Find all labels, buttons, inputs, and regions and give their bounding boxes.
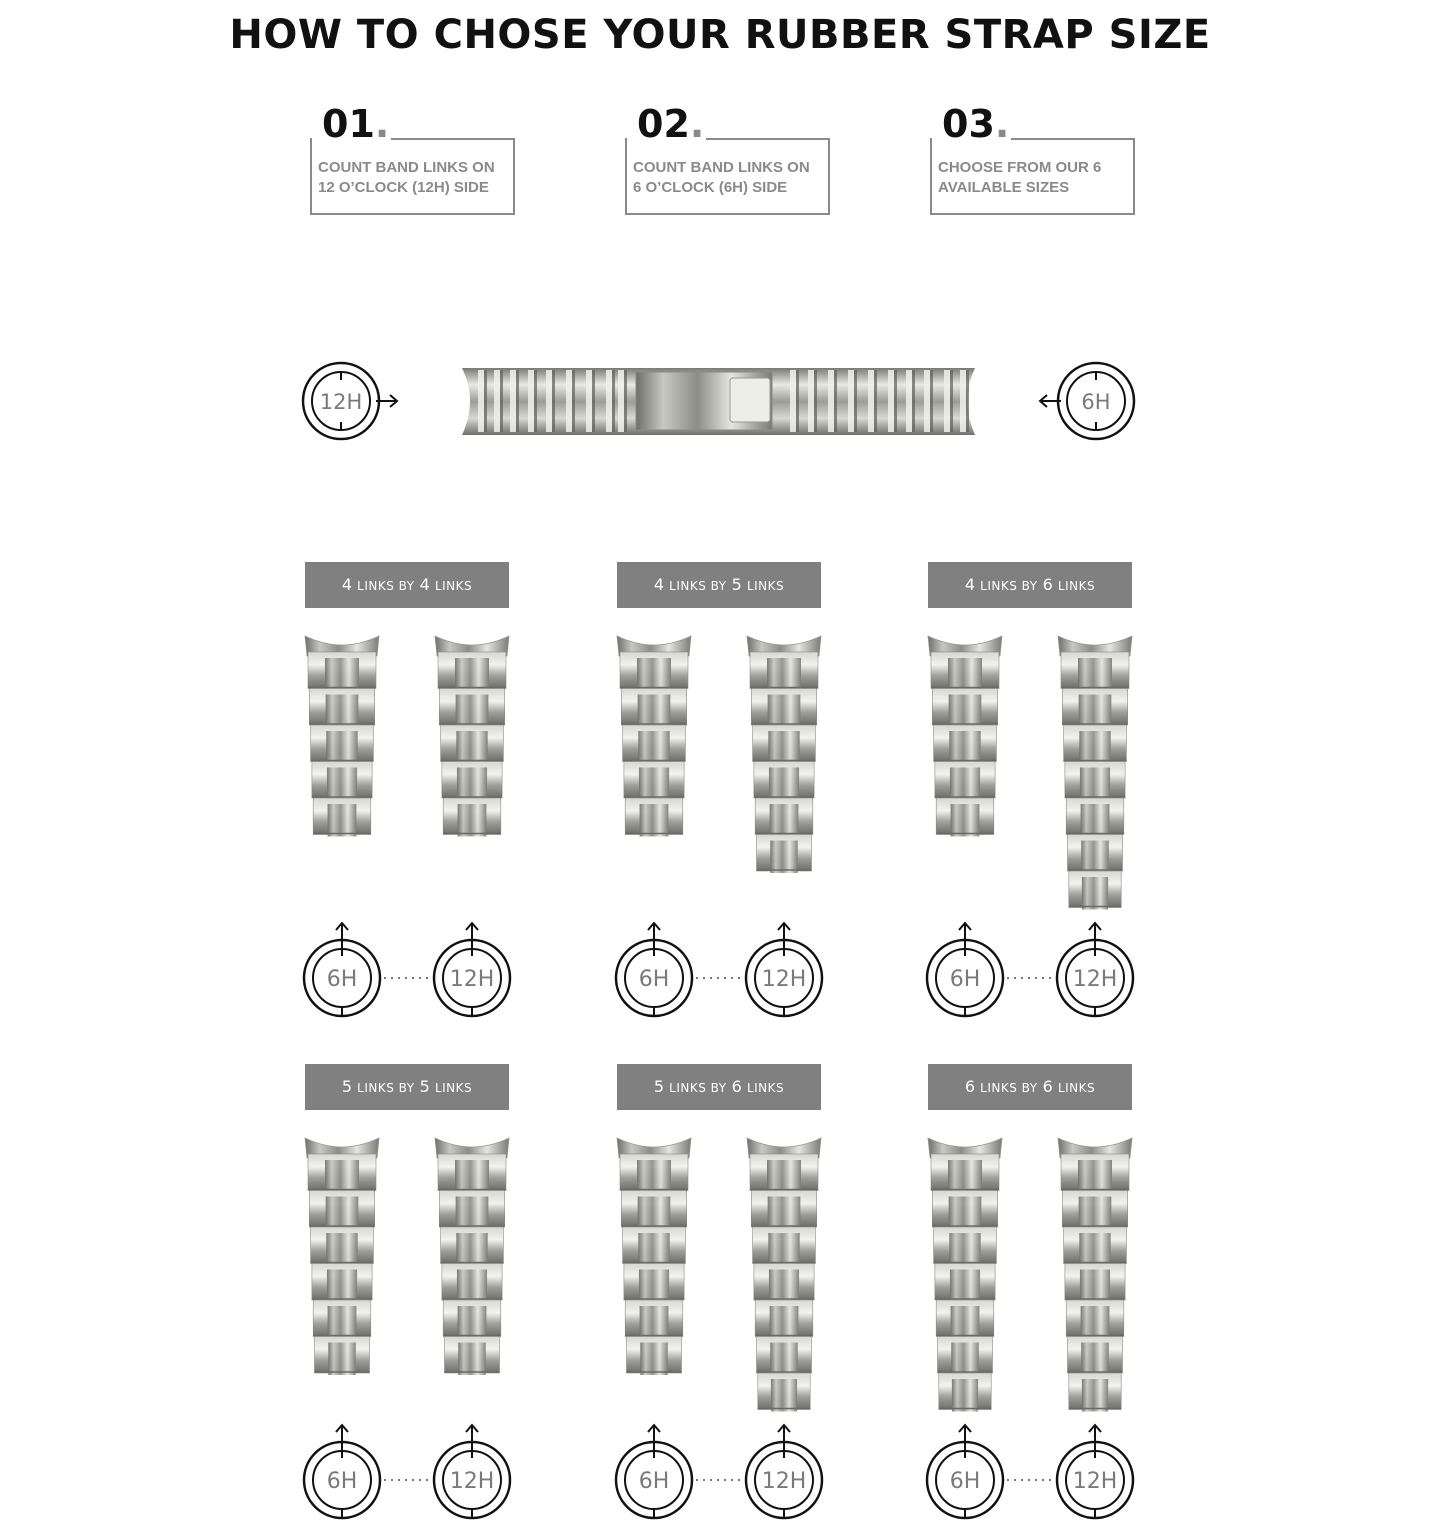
dial-label: 6H (638, 1469, 670, 1494)
dial-12h-icon (434, 923, 510, 1016)
dial-12h-icon (434, 1425, 510, 1518)
size-label: 4 LINKS BY 5 LINKS (617, 562, 821, 608)
dial-12h-icon (746, 923, 822, 1016)
strap-12h-side-image (928, 1138, 1002, 1412)
dial-12h-icon (746, 1425, 822, 1518)
dial-label: 12H (1072, 1469, 1118, 1494)
dial-label: 12H (761, 967, 807, 992)
step-description: COUNT BAND LINKS ON 12 O’CLOCK (12H) SIDE (318, 159, 495, 196)
dial-12h-icon (1057, 1425, 1133, 1518)
strap-12h-side-image (305, 1138, 379, 1375)
size-label: 5 LINKS BY 6 LINKS (617, 1064, 821, 1110)
dial-label: 12H (1072, 967, 1118, 992)
dial-6h-icon (1058, 363, 1134, 439)
dial-label: 6H (1081, 390, 1111, 414)
step-number: 03 (942, 102, 995, 146)
size-label: 5 LINKS BY 5 LINKS (305, 1064, 509, 1110)
step-2: 02. COUNT BAND LINKS ON 6 O’CLOCK (6H) SIDE (625, 108, 830, 216)
dial-6h-icon (927, 1425, 1003, 1518)
strap-6h-side-image (435, 1138, 509, 1375)
strap-6h-side-image (1058, 636, 1132, 910)
strap-6h-side-image (435, 636, 509, 837)
size-option (616, 1138, 822, 1518)
dial-label: 6H (949, 967, 981, 992)
page-title: HOW TO CHOSE YOUR RUBBER STRAP SIZE (229, 12, 1211, 58)
bracelet-image (462, 368, 975, 435)
size-label: 4 LINKS BY 6 LINKS (928, 562, 1132, 608)
size-option (927, 1138, 1133, 1518)
size-label: 4 LINKS BY 4 LINKS (305, 562, 509, 608)
step-3: 03. CHOOSE FROM OUR 6 AVAILABLE SIZES (930, 108, 1135, 216)
strap-6h-side-image (1058, 1138, 1132, 1412)
dial-label: 6H (326, 967, 358, 992)
strap-12h-side-image (617, 636, 691, 837)
size-option (304, 1138, 510, 1518)
dial-12h-icon (1057, 923, 1133, 1016)
step-description: COUNT BAND LINKS ON 6 O’CLOCK (6H) SIDE (633, 159, 810, 196)
step-description: CHOOSE FROM OUR 6 AVAILABLE SIZES (938, 159, 1102, 196)
strap-6h-side-image (747, 636, 821, 873)
dial-label: 12H (449, 1469, 495, 1494)
dial-label: 6H (949, 1469, 981, 1494)
dial-6h-icon (304, 923, 380, 1016)
size-option (304, 636, 510, 1016)
dial-label: 12H (319, 390, 363, 414)
size-option (927, 636, 1133, 1016)
dial-6h-icon (616, 1425, 692, 1518)
dial-6h-icon (927, 923, 1003, 1016)
dial-label: 6H (326, 1469, 358, 1494)
dial-label: 12H (449, 967, 495, 992)
size-label: 6 LINKS BY 6 LINKS (928, 1064, 1132, 1110)
strap-12h-side-image (305, 636, 379, 837)
dial-12h-icon (303, 363, 379, 439)
step-number: 01 (322, 102, 375, 146)
step-1: 01. COUNT BAND LINKS ON 12 O’CLOCK (12H) SIDE (310, 108, 515, 216)
dial-6h-icon (304, 1425, 380, 1518)
dial-6h-icon (616, 923, 692, 1016)
dial-label: 12H (761, 1469, 807, 1494)
strap-12h-side-image (928, 636, 1002, 837)
size-option (616, 636, 822, 1016)
strap-6h-side-image (747, 1138, 821, 1412)
step-number: 02 (637, 102, 690, 146)
strap-12h-side-image (617, 1138, 691, 1375)
dial-label: 6H (638, 967, 670, 992)
